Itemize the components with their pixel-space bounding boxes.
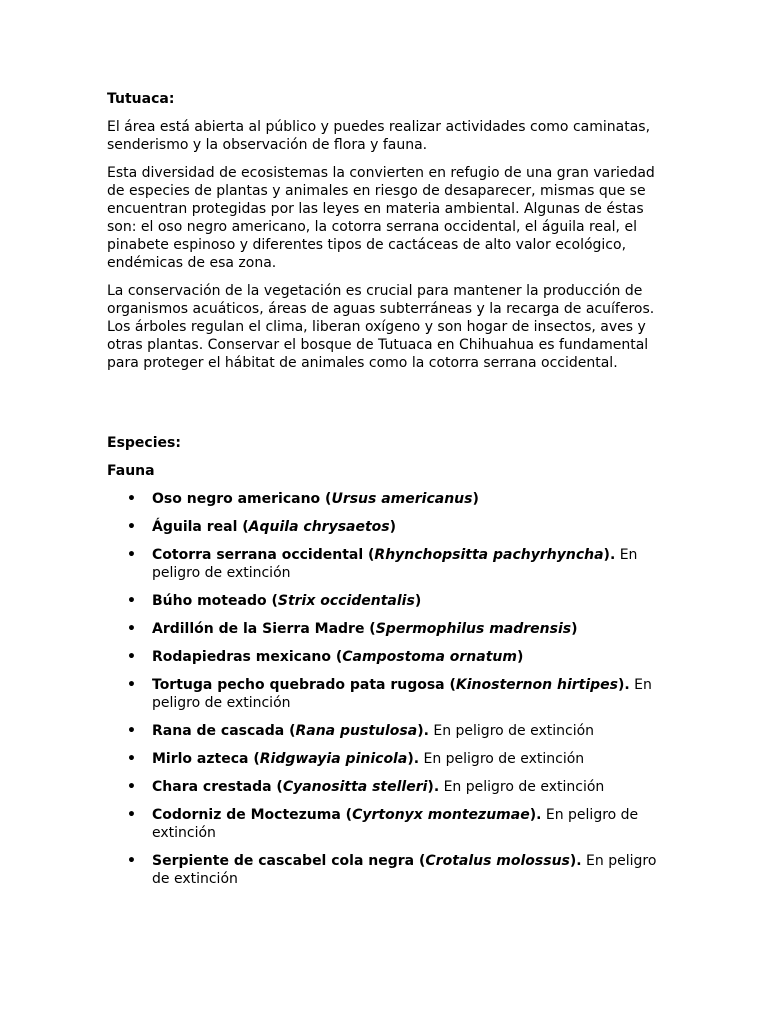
species-close-paren: )	[414, 593, 422, 609]
fauna-heading: Fauna	[107, 463, 155, 479]
species-common-name: Águila real (	[152, 519, 249, 535]
list-item	[107, 676, 667, 712]
document-page	[107, 90, 667, 898]
bullet-icon: •	[127, 751, 136, 767]
bullet-icon: •	[127, 621, 136, 637]
list-item	[107, 750, 667, 768]
species-close-paren: )	[389, 519, 397, 535]
list-item	[107, 546, 667, 582]
species-close-paren: ).	[529, 807, 542, 823]
bullet-icon: •	[127, 723, 136, 739]
species-scientific-name: Ursus americanus	[331, 491, 473, 507]
species-common-name: Tortuga pecho quebrado pata rugosa (	[152, 677, 456, 693]
species-scientific-name: Ridgwayia pinicola	[259, 751, 408, 767]
species-scientific-name: Cyanositta stelleri	[282, 779, 428, 795]
fauna-list	[107, 490, 667, 888]
species-common-name: Rana de cascada (	[152, 723, 296, 739]
species-common-name: Chara crestada (	[152, 779, 283, 795]
species-status-note: En peligro de extinción	[152, 677, 652, 711]
paragraph-conservation: La conservación de la vegetación es crucial para mantener la producción de organismos acuáticos, áreas de aguas subterráneas y la recarga de acuíferos. Los árboles regulan el clima, liberan oxígeno y son hogar de insectos, aves y otras plantas. Conservar el bosque de Tutuaca en Chihuahua es fundamental para proteger el hábitat de animales como la cotorra serrana occidental.	[107, 283, 655, 371]
list-item	[107, 592, 667, 610]
list-item	[107, 648, 667, 666]
bullet-icon: •	[127, 853, 136, 869]
species-common-name: Mirlo azteca (	[152, 751, 260, 767]
species-close-paren: )	[516, 649, 524, 665]
list-item	[107, 722, 667, 740]
species-status-note: En peligro de extinción	[439, 779, 605, 795]
species-common-name: Búho moteado (	[152, 593, 278, 609]
section-spacer	[107, 382, 667, 434]
species-close-paren: ).	[417, 723, 429, 739]
bullet-icon: •	[127, 779, 136, 795]
species-common-name: Rodapiedras mexicano (	[152, 649, 343, 665]
species-status-note: En peligro de extinción	[428, 723, 595, 739]
bullet-icon: •	[127, 519, 136, 535]
species-scientific-name: Spermophilus madrensis	[375, 621, 572, 637]
list-item	[107, 620, 667, 638]
species-close-paren: )	[472, 491, 479, 507]
species-close-paren: )	[571, 621, 578, 637]
species-scientific-name: Campostoma ornatum	[342, 649, 517, 665]
bullet-icon: •	[127, 491, 136, 507]
list-item	[107, 518, 667, 536]
species-common-name: Serpiente de cascabel cola negra (	[152, 853, 426, 869]
bullet-icon: •	[127, 649, 136, 665]
species-close-paren: ).	[603, 547, 616, 563]
species-close-paren: ).	[427, 779, 440, 795]
species-common-name: Cotorra serrana occidental (	[152, 547, 375, 563]
species-close-paren: ).	[569, 853, 582, 869]
list-item	[107, 490, 667, 508]
bullet-icon: •	[127, 593, 136, 609]
species-scientific-name: Aquila chrysaetos	[248, 519, 390, 535]
bullet-icon: •	[127, 677, 136, 693]
bullet-icon: •	[127, 547, 136, 563]
paragraph-access: El área está abierta al público y puedes realizar actividades como caminatas, senderismo y la observación de flora y fauna.	[107, 119, 651, 153]
species-scientific-name: Rana pustulosa	[295, 723, 418, 739]
species-common-name: Oso negro americano (	[152, 491, 332, 507]
species-scientific-name: Rhynchopsitta pachyrhyncha	[374, 547, 604, 563]
species-status-note: En peligro de extinción	[152, 807, 639, 841]
species-common-name: Codorniz de Moctezuma (	[152, 807, 353, 823]
species-close-paren: ).	[618, 677, 630, 693]
list-item	[107, 852, 667, 888]
species-status-note: En peligro de extinción	[152, 853, 657, 887]
species-scientific-name: Strix occidentalis	[277, 593, 415, 609]
species-status-note: En peligro de extinción	[152, 547, 638, 581]
list-item	[107, 778, 667, 796]
tutuaca-heading: Tutuaca:	[107, 91, 175, 107]
species-scientific-name: Kinosternon hirtipes	[455, 677, 618, 693]
paragraph-diversity: Esta diversidad de ecosistemas la convierten en refugio de una gran variedad de especies de plantas y animales en riesgo de desaparecer, mismas que se encuentran protegidas por las leyes en materia ambiental. Algunas de éstas son: el oso negro americano, la cotorra serrana occidental, el águila real, el pinabete espinoso y diferentes tipos de cactáceas de alto valor ecológico, endémicas de esa zona.	[107, 165, 655, 271]
species-scientific-name: Cyrtonyx montezumae	[352, 807, 530, 823]
species-common-name: Ardillón de la Sierra Madre (	[152, 621, 376, 637]
species-close-paren: ).	[407, 751, 420, 767]
species-heading: Especies:	[107, 435, 181, 451]
list-item	[107, 806, 667, 842]
species-status-note: En peligro de extinción	[419, 751, 585, 767]
species-scientific-name: Crotalus molossus	[425, 853, 570, 869]
bullet-icon: •	[127, 807, 136, 823]
